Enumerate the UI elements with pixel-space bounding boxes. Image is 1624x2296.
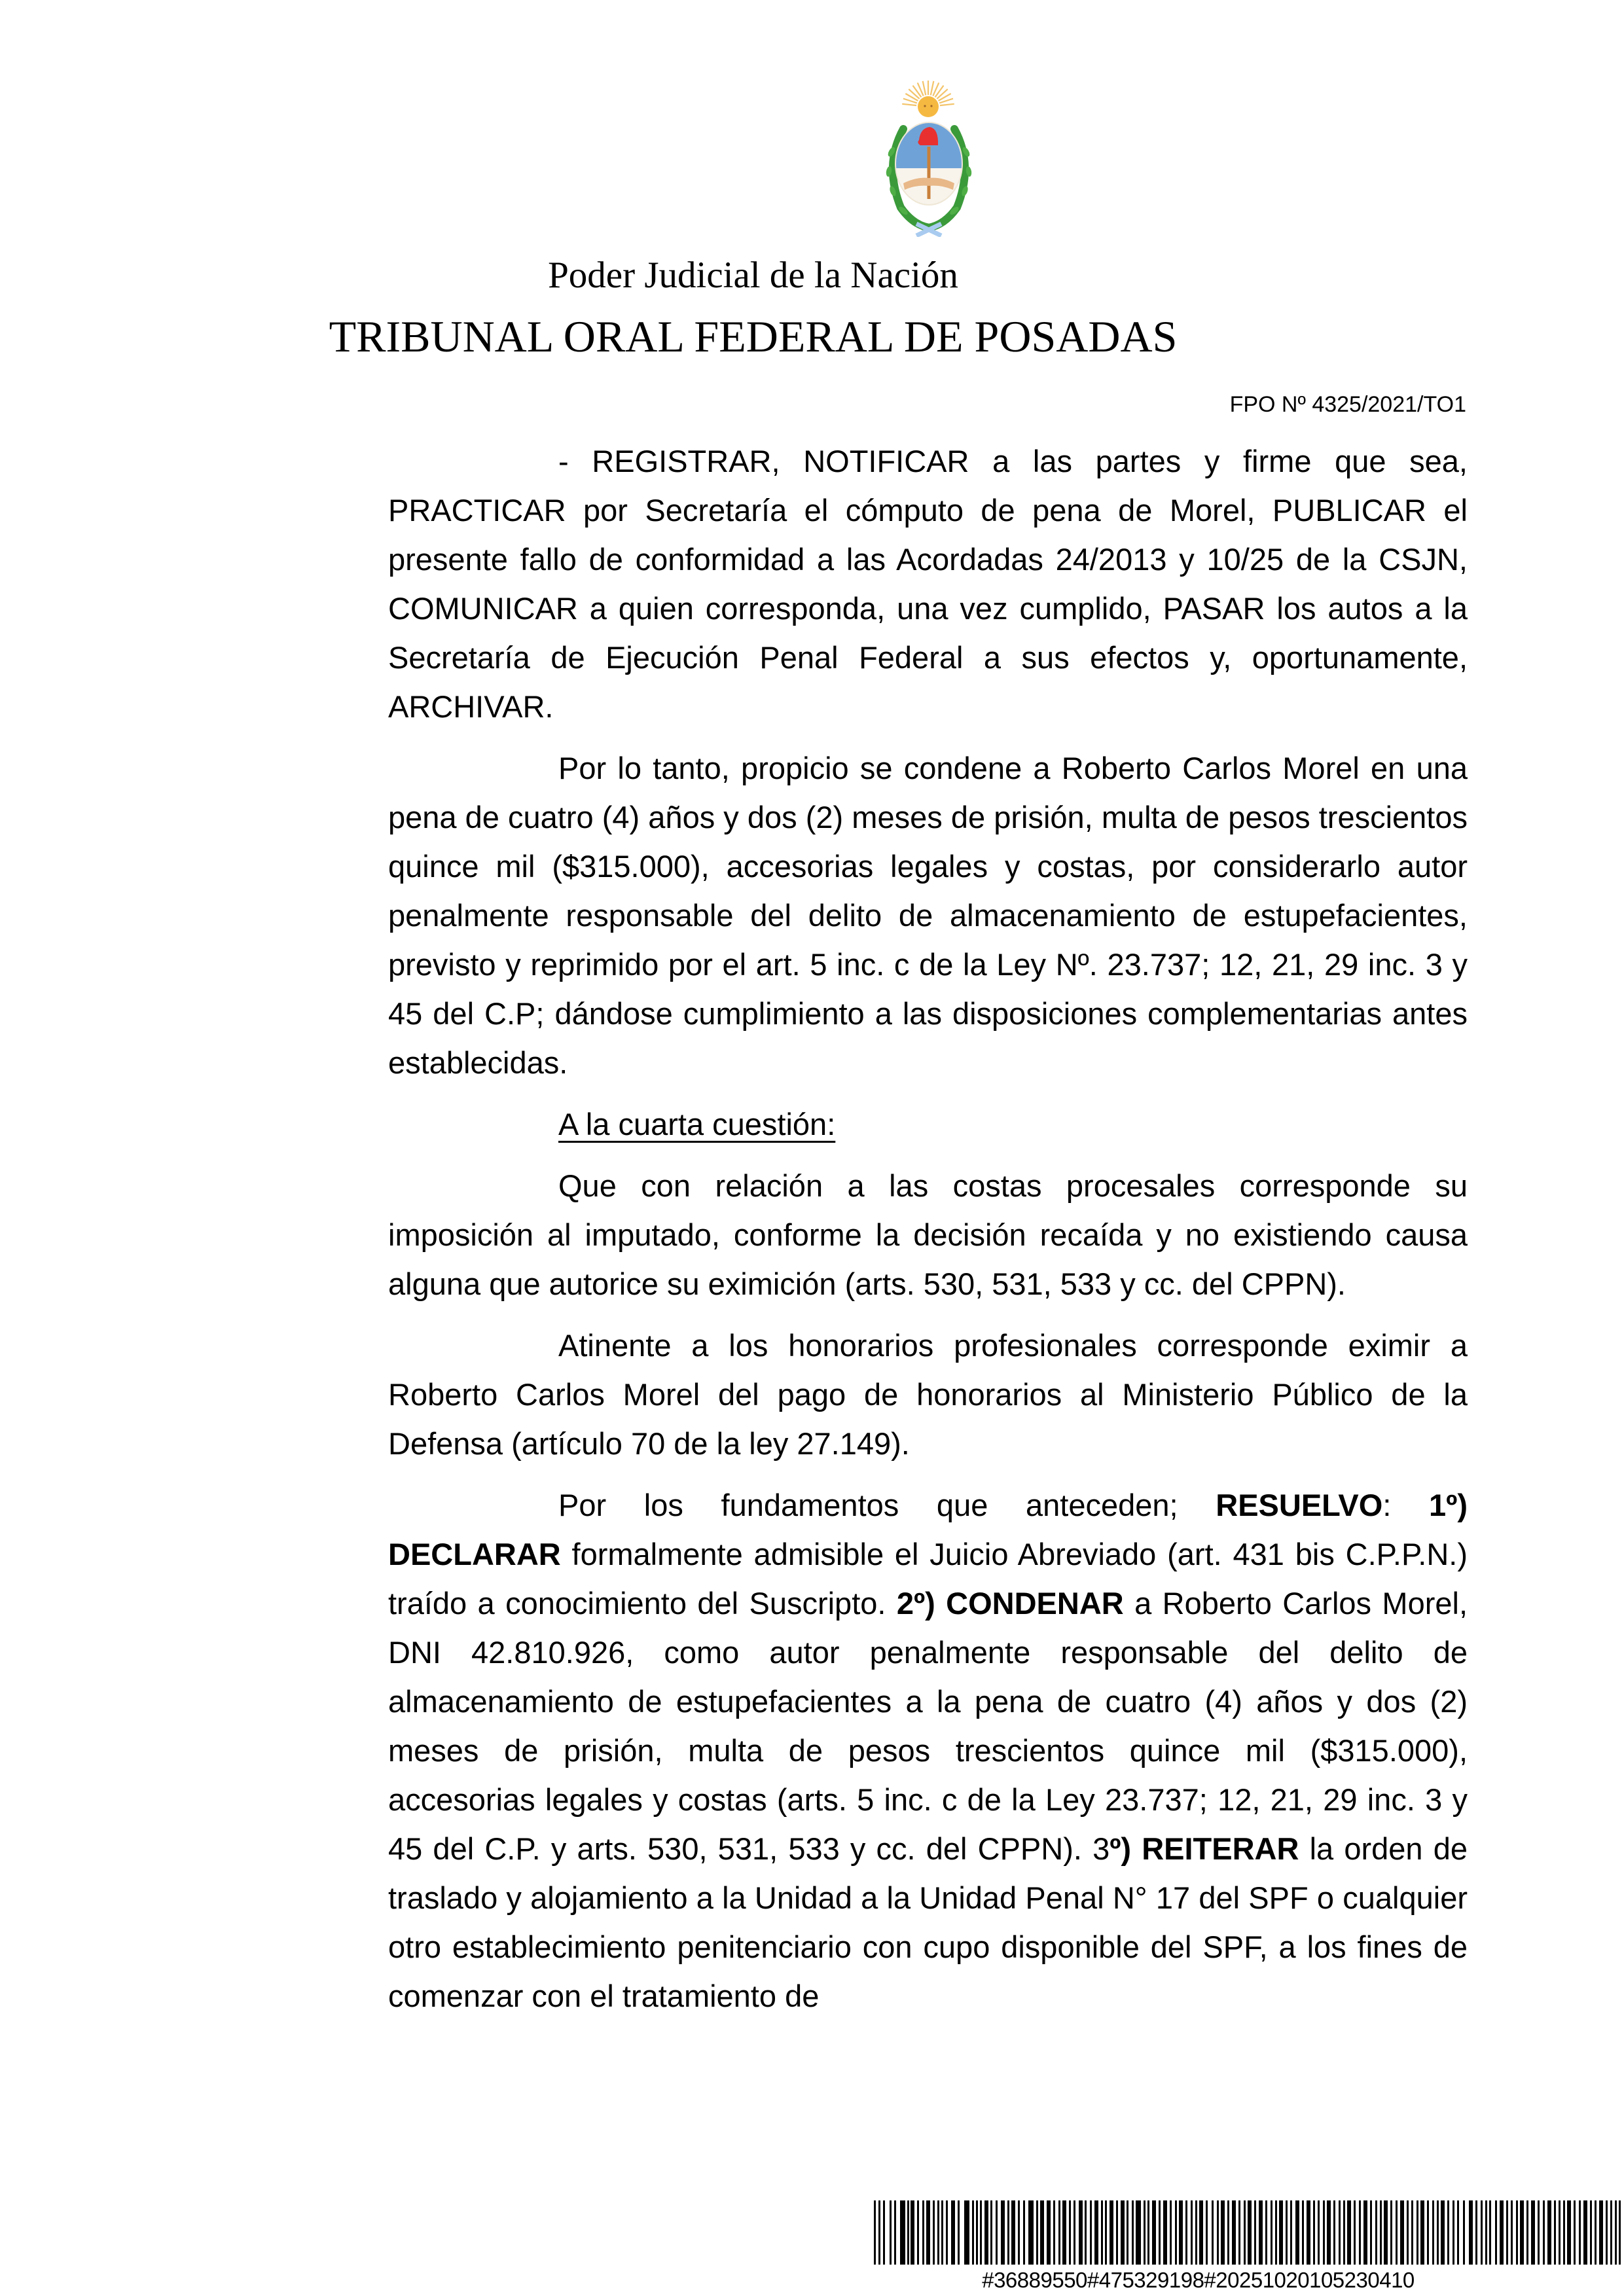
- resolution-item-1: 1º) DECLARAR: [388, 1488, 1468, 1571]
- barcode-icon: [874, 2200, 1621, 2265]
- resolution-text: Por los fundamentos que anteceden;: [558, 1488, 1216, 1522]
- resolution-keyword: RESUELVO: [1216, 1488, 1383, 1522]
- paragraph-fees: Atinente a los honorarios profesionales corresponde eximir a Roberto Carlos Morel del pago de honorarios al Ministerio Público de la Defensa (artículo 70 de la ley 27.149).: [388, 1328, 1468, 1461]
- paragraph-costs: Que con relación a las costas procesales corresponde su imposición al imputado, conforme la decisión recaída y no existiendo causa alguna que autorice su eximición (arts. 530, 531, 533 y cc. del CPPN).: [388, 1168, 1468, 1301]
- coat-of-arms-icon: [877, 73, 982, 237]
- resolution-text: la orden de traslado y alojamiento a la Unidad a la Unidad Penal N° 17 del SPF o cualquier otro establecimiento penitenciario con cupo disponible del SPF, a los fines de comenzar con el tratamiento de: [388, 1831, 1468, 2013]
- resolution-item-2: 2º) CONDENAR: [896, 1586, 1124, 1621]
- section-heading-text: A la cuarta cuestión:: [558, 1107, 836, 1141]
- paragraph-orders: - REGISTRAR, NOTIFICAR a las partes y firme que sea, PRACTICAR por Secretaría el cómputo de pena de Morel, PUBLICAR el presente fallo de conformidad a las Acordadas 24/2013 y 10/25 de la CSJN, COMUNICAR a quien corresponda, una vez cumplido, PASAR los autos a la Secretaría de Ejecución Penal Federal a sus efectos y, oportunamente, ARCHIVAR.: [388, 444, 1468, 724]
- barcode-number: #36889550#475329198#20251020105230410: [982, 2268, 1415, 2292]
- paragraph-sentence-proposal: Por lo tanto, propicio se condene a Roberto Carlos Morel en una pena de cuatro (4) años y dos (2) meses de prisión, multa de pesos trescientos quince mil ($315.000), accesorias legales y costas, por considerarlo autor penalmente responsable del delito de almacenamiento de estupefacientes, previsto y reprimido por el art. 5 inc. c de la Ley Nº. 23.737; 12, 21, 29 inc. 3 y 45 del C.P; dándose cumplimiento a las disposiciones complementarias antes establecidas.: [388, 751, 1468, 1080]
- court-name: TRIBUNAL ORAL FEDERAL DE POSADAS: [329, 312, 1178, 361]
- resolution-text: :: [1382, 1488, 1430, 1522]
- institution-name: Poder Judicial de la Nación: [548, 255, 958, 296]
- ruling-body: [388, 437, 1468, 2033]
- resolution-item-3: º) REITERAR: [1110, 1831, 1299, 1866]
- paragraph-resolution: [388, 1480, 1468, 2020]
- resolution-text: formalmente admisible el Juicio Abreviado (art. 431 bis C.P.P.N.) traído a conocimiento del Suscripto.: [388, 1537, 1468, 1621]
- case-number: FPO Nº 4325/2021/TO1: [1229, 392, 1466, 417]
- section-heading: [388, 1100, 1468, 1149]
- resolution-text: a Roberto Carlos Morel, DNI 42.810.926, como autor penalmente responsable del delito de almacenamiento de estupefacientes a la pena de cuatro (4) años y dos (2) meses de prisión, multa de pesos trescientos quince mil ($315.000), accesorias legales y costas (arts. 5 inc. c de la Ley 23.737; 12, 21, 29 inc. 3 y 45 del C.P. y arts. 530, 531, 533 y cc. del CPPN). 3: [388, 1586, 1468, 1866]
